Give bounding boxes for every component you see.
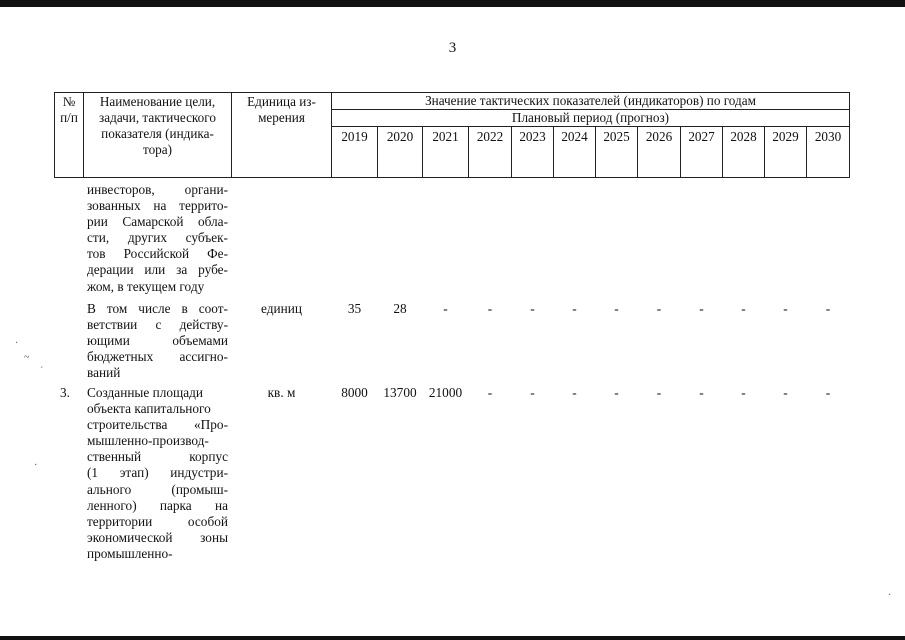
table-cell-value: 35 xyxy=(347,301,362,316)
name-line: В том числе в соот- xyxy=(87,301,228,316)
name-line: объекта капитального xyxy=(87,401,211,417)
table-cell-value: - xyxy=(783,385,788,400)
name-line: ственный корпус xyxy=(87,449,228,465)
scan-speck: ~ xyxy=(24,352,30,363)
year-header: 2025 xyxy=(603,129,630,144)
name-line: ветствии с действу- xyxy=(87,317,228,333)
table-row-unit: единиц xyxy=(261,301,302,316)
year-header: 2024 xyxy=(561,129,588,144)
scan-speck: · xyxy=(34,460,38,471)
name-line: строительства «Про- xyxy=(87,417,228,433)
name-line: дерации или за рубе- xyxy=(87,262,228,278)
name-line: рии Самарской обла- xyxy=(87,214,228,230)
name-line: бюджетных ассигно- xyxy=(87,349,228,365)
table-cell-value: - xyxy=(614,385,619,400)
table-cell-value: - xyxy=(487,385,493,400)
year-header: 2030 xyxy=(814,129,842,144)
name-line: мышленно-производ- xyxy=(87,433,209,449)
table-row-name xyxy=(87,301,228,381)
table-cell-value: 8000 xyxy=(341,385,368,400)
header-name-line: Наименование цели, xyxy=(99,94,216,109)
table-row-name xyxy=(87,182,228,295)
table-cell-value: - xyxy=(656,301,662,316)
scan-speck: · xyxy=(15,338,19,349)
table-row-num: 3. xyxy=(60,385,70,400)
table-cell-value: - xyxy=(825,301,831,316)
header-unit-line: Единица из- xyxy=(247,94,316,109)
name-line: промышленно- xyxy=(87,545,173,561)
name-line: ваний xyxy=(87,365,121,381)
name-line: Созданные площади xyxy=(87,385,204,400)
name-line: экономической зоны xyxy=(87,529,228,545)
table-cell-value: - xyxy=(530,301,535,316)
header-name xyxy=(84,94,231,158)
table-cell-value: - xyxy=(443,301,448,316)
header-period-title: Плановый период (прогноз) xyxy=(511,110,670,125)
name-line: (1 этап) индустри- xyxy=(87,465,228,481)
year-header: 2021 xyxy=(432,129,459,144)
table-cell-value: - xyxy=(741,385,746,400)
header-values-title: Значение тактических показателей (индикаторов) по годам xyxy=(425,93,756,108)
header-num-line: № xyxy=(62,94,76,109)
table-cell-value: - xyxy=(614,301,619,316)
year-header: 2019 xyxy=(341,129,368,144)
header-unit-line: мерения xyxy=(258,110,305,125)
table-cell-value: 13700 xyxy=(383,385,417,400)
table-cell-value: - xyxy=(699,385,704,400)
year-header: 2023 xyxy=(519,129,546,144)
table-cell-value: - xyxy=(741,301,746,316)
header-name-line: тора) xyxy=(142,142,173,157)
table-row-unit: кв. м xyxy=(267,385,296,400)
scan-speck: · xyxy=(888,590,892,601)
header-num-line: п/п xyxy=(60,110,78,125)
table-cell-value: - xyxy=(572,301,577,316)
table-cell-value: - xyxy=(487,301,493,316)
header-num xyxy=(54,94,84,126)
header-name-line: показателя (индика- xyxy=(101,126,214,141)
year-header: 2022 xyxy=(476,129,504,144)
table-cell-value: 28 xyxy=(393,301,407,316)
table-cell-value: 21000 xyxy=(428,385,463,400)
year-header: 2020 xyxy=(386,129,414,144)
name-line: инвесторов, органи- xyxy=(87,182,228,197)
year-header: 2028 xyxy=(730,129,757,144)
table-cell-value: - xyxy=(699,301,704,316)
name-line: ленного) парка на xyxy=(87,497,228,513)
name-line: сти, других субъек- xyxy=(87,230,228,246)
header-name-line: задачи, тактического xyxy=(99,110,216,125)
table-cell-value: - xyxy=(656,385,662,400)
year-header: 2027 xyxy=(688,129,715,144)
name-line: ющими объемами xyxy=(87,333,228,349)
table-cell-value: - xyxy=(825,385,831,400)
table-cell-value: - xyxy=(572,385,577,400)
name-line: жом, в текущем году xyxy=(87,278,205,294)
name-line: зованных на террито- xyxy=(87,198,228,214)
header-unit xyxy=(232,94,331,126)
name-line: ального (промыш- xyxy=(87,481,228,497)
name-line: тов Российской Фе- xyxy=(87,246,228,262)
page-number: 3 xyxy=(448,40,457,56)
table-row-name xyxy=(87,385,228,562)
year-header: 2026 xyxy=(645,129,673,144)
year-header: 2029 xyxy=(772,129,799,144)
scan-speck: ´ xyxy=(40,366,44,377)
name-line: территории особой xyxy=(87,513,228,529)
table-cell-value: - xyxy=(783,301,788,316)
table-cell-value: - xyxy=(530,385,535,400)
